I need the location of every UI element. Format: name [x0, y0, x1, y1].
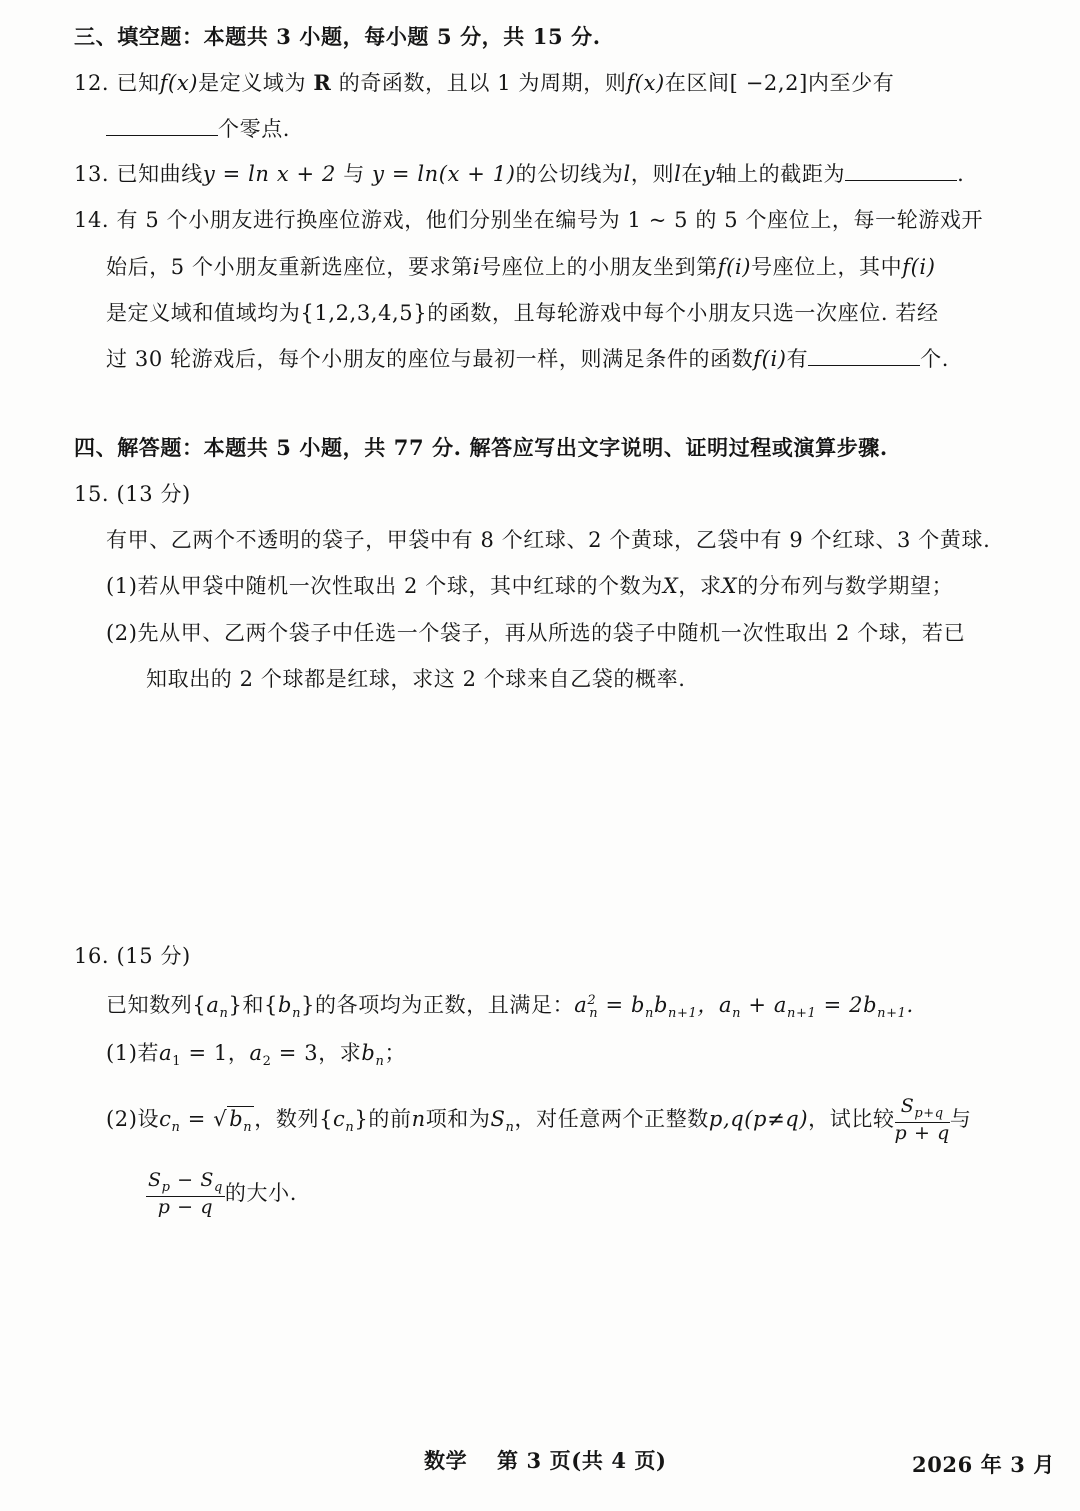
text: 号座位上，其中 — [751, 255, 903, 279]
math-S: S — [200, 1169, 214, 1191]
text: 项和为 — [425, 1106, 491, 1131]
text: ； — [384, 1041, 407, 1065]
math-R: R — [313, 70, 332, 95]
math-n: n — [171, 1119, 181, 1135]
math-fi: f(i) — [753, 347, 787, 371]
text: 已知数列{ — [106, 993, 207, 1017]
math-curve-2: y = ln(x + 1) — [372, 162, 516, 186]
math-a: a — [206, 993, 220, 1017]
fraction-sum: $\frac{S_{p+q}}{p + q}$ — [894, 1095, 950, 1144]
question-16-intro — [106, 993, 914, 1022]
text: (1)若从甲袋中随机一次性取出 2 个球，其中红球的个数为 — [106, 574, 663, 598]
text: 轴上的截距为 — [715, 162, 846, 186]
math-n: n — [375, 1054, 385, 1070]
text: 个. — [920, 347, 950, 371]
question-15-part-1 — [106, 574, 953, 599]
text: 始后，5 个小朋友重新选座位，要求第 — [106, 255, 473, 279]
math-n: n — [668, 1006, 678, 1022]
question-14-line-1 — [74, 208, 983, 233]
math-S: S — [148, 1169, 162, 1191]
answer-blank[interactable] — [808, 347, 920, 366]
math-i: i — [472, 255, 481, 279]
math-b: b — [278, 993, 293, 1017]
question-16-part-2-line-1: (2)设$c_n = √b_n$，数列$\{c_n\}$的前n项和为$S_n$，对任意两个正整数p,q(p≠q)，试比较 $\frac{S_{p+q}}{p + q}$ 与 — [106, 1095, 972, 1144]
question-15-title: 15. (13 分) — [74, 482, 191, 506]
text: . — [957, 162, 965, 186]
math-fi: f(i) — [902, 255, 936, 279]
math-c: c — [333, 1106, 346, 1131]
math-n: n — [589, 1006, 599, 1022]
math-curve-1: y = ln x + 2 — [202, 162, 336, 186]
math-X: X — [662, 574, 679, 598]
math-a: a — [249, 1041, 263, 1065]
math-n: n — [411, 1106, 426, 1131]
text: }的前 — [354, 1106, 412, 1131]
text: 的大小. — [224, 1180, 297, 1205]
math-a: a — [773, 993, 787, 1017]
text: }和{ — [228, 993, 279, 1017]
text: 过 30 轮游戏后，每个小朋友的座位与最初一样，则满足条件的函数 — [106, 347, 754, 371]
math-n: n — [505, 1119, 515, 1135]
text: 号座位上的小朋友坐到第 — [480, 255, 718, 279]
math-n: n — [732, 1006, 742, 1022]
math-fx: f(x) — [159, 71, 199, 95]
text: 与 — [343, 162, 365, 186]
math-y: y — [703, 162, 716, 186]
question-15-part-2-line-1: (2)先从甲、乙两个袋子中任选一个袋子，再从所选的袋子中随机一次性取出 2 个球，若已 — [106, 621, 966, 645]
math-pq: p,q(p≠q) — [708, 1106, 809, 1131]
math-b: b — [229, 1106, 244, 1131]
text: 与 — [949, 1106, 972, 1131]
math-a: a — [574, 993, 588, 1017]
question-12-line-1 — [74, 70, 894, 96]
text: }的各项均为正数，且满足： — [301, 993, 575, 1017]
text: 的奇函数，且以 1 为周期，则 — [338, 71, 627, 95]
text: ，对任意两个正整数 — [514, 1106, 709, 1131]
text: ，求 — [678, 574, 722, 598]
condition-formula: $a^2_n = b_nb_{n+1}$，$a_n + a_{n+1} = 2b_{n+1}$. — [574, 993, 914, 1022]
text: ，则 — [630, 162, 675, 186]
text: 的公切线为 — [515, 162, 624, 186]
math-b: b — [863, 993, 878, 1017]
question-number: 12. — [74, 71, 110, 95]
math-b: b — [361, 1041, 376, 1065]
math-n: n — [292, 1006, 302, 1022]
text: = 1， — [188, 1041, 250, 1065]
question-12-line-2 — [106, 117, 290, 142]
footer-page-info — [424, 1448, 667, 1473]
math-a: a — [159, 1041, 173, 1065]
text: 在区间[ −2,2]内至少有 — [664, 71, 895, 95]
text: 个零点. — [218, 117, 291, 141]
math-fi: f(i) — [717, 255, 752, 279]
math-a: a — [719, 993, 733, 1017]
text: = 3，求 — [278, 1041, 362, 1065]
math-n: n — [243, 1119, 253, 1135]
question-14-line-3: 是定义域和值域均为{1,2,3,4,5}的函数，且每轮游戏中每个小朋友只选一次座位. 若经 — [106, 301, 939, 325]
footer-date: 2026 年 3 月 — [912, 1452, 1055, 1477]
question-15-part-2-line-2: 知取出的 2 个球都是红球，求这 2 个球来自乙袋的概率. — [146, 667, 686, 691]
text: 的分布列与数学期望； — [737, 574, 954, 598]
math-n: n — [786, 1006, 796, 1022]
footer-subject: 数学 — [424, 1448, 468, 1473]
text: 在 — [681, 162, 703, 186]
section-3-header: 三、填空题：本题共 3 小题，每小题 5 分，共 15 分. — [74, 24, 601, 49]
math-fx: f(x) — [626, 71, 665, 95]
question-14-line-4 — [106, 347, 949, 372]
text: 已知曲线 — [116, 162, 203, 186]
math-n: n — [877, 1006, 887, 1022]
question-16-part-1: (1)若$a_1 = 1$，$a_2 = 3$，求$b_n$； — [106, 1041, 407, 1070]
math-n: n — [219, 1006, 229, 1022]
math-n: n — [645, 1006, 654, 1022]
text: (1)若 — [106, 1041, 160, 1065]
text: 已知 — [116, 71, 160, 95]
text: ，数列{ — [254, 1106, 334, 1131]
math-c: c — [159, 1106, 172, 1131]
fraction-diff: $\frac{S_p - S_q}{p - q}$ — [148, 1169, 223, 1218]
math-n: n — [345, 1119, 355, 1135]
question-16-part-2-line-2 — [146, 1170, 297, 1219]
question-13 — [74, 162, 964, 187]
question-number: 14. — [74, 208, 110, 232]
math-b: b — [653, 993, 669, 1017]
math-b: b — [630, 993, 645, 1017]
text: 有 5 个小朋友进行换座位游戏，他们分别坐在编号为 1 ~ 5 的 5 个座位上，每一轮游戏开 — [116, 208, 984, 232]
math-l: l — [623, 162, 631, 186]
footer-page-number: 第 3 页(共 4 页) — [497, 1448, 667, 1473]
answer-blank[interactable] — [106, 117, 218, 136]
math-S: S — [900, 1095, 915, 1117]
text: ，试比较 — [808, 1106, 895, 1131]
math-l: l — [674, 162, 682, 186]
question-16-title: 16. (15 分) — [74, 944, 191, 968]
math-S: S — [490, 1106, 506, 1131]
math-X: X — [721, 574, 738, 598]
section-4-header: 四、解答题：本题共 5 小题，共 77 分. 解答应写出文字说明、证明过程或演算步骤. — [74, 435, 888, 460]
question-14-line-2 — [106, 255, 936, 280]
text: (2)设 — [106, 1106, 160, 1131]
answer-blank[interactable] — [845, 162, 957, 181]
question-number: 13. — [74, 162, 110, 186]
text: 有 — [786, 347, 809, 371]
text: 是定义域为 — [198, 71, 307, 95]
question-15-intro: 有甲、乙两个不透明的袋子，甲袋中有 8 个红球、2 个黄球，乙袋中有 9 个红球、3 个黄球. — [106, 528, 991, 552]
